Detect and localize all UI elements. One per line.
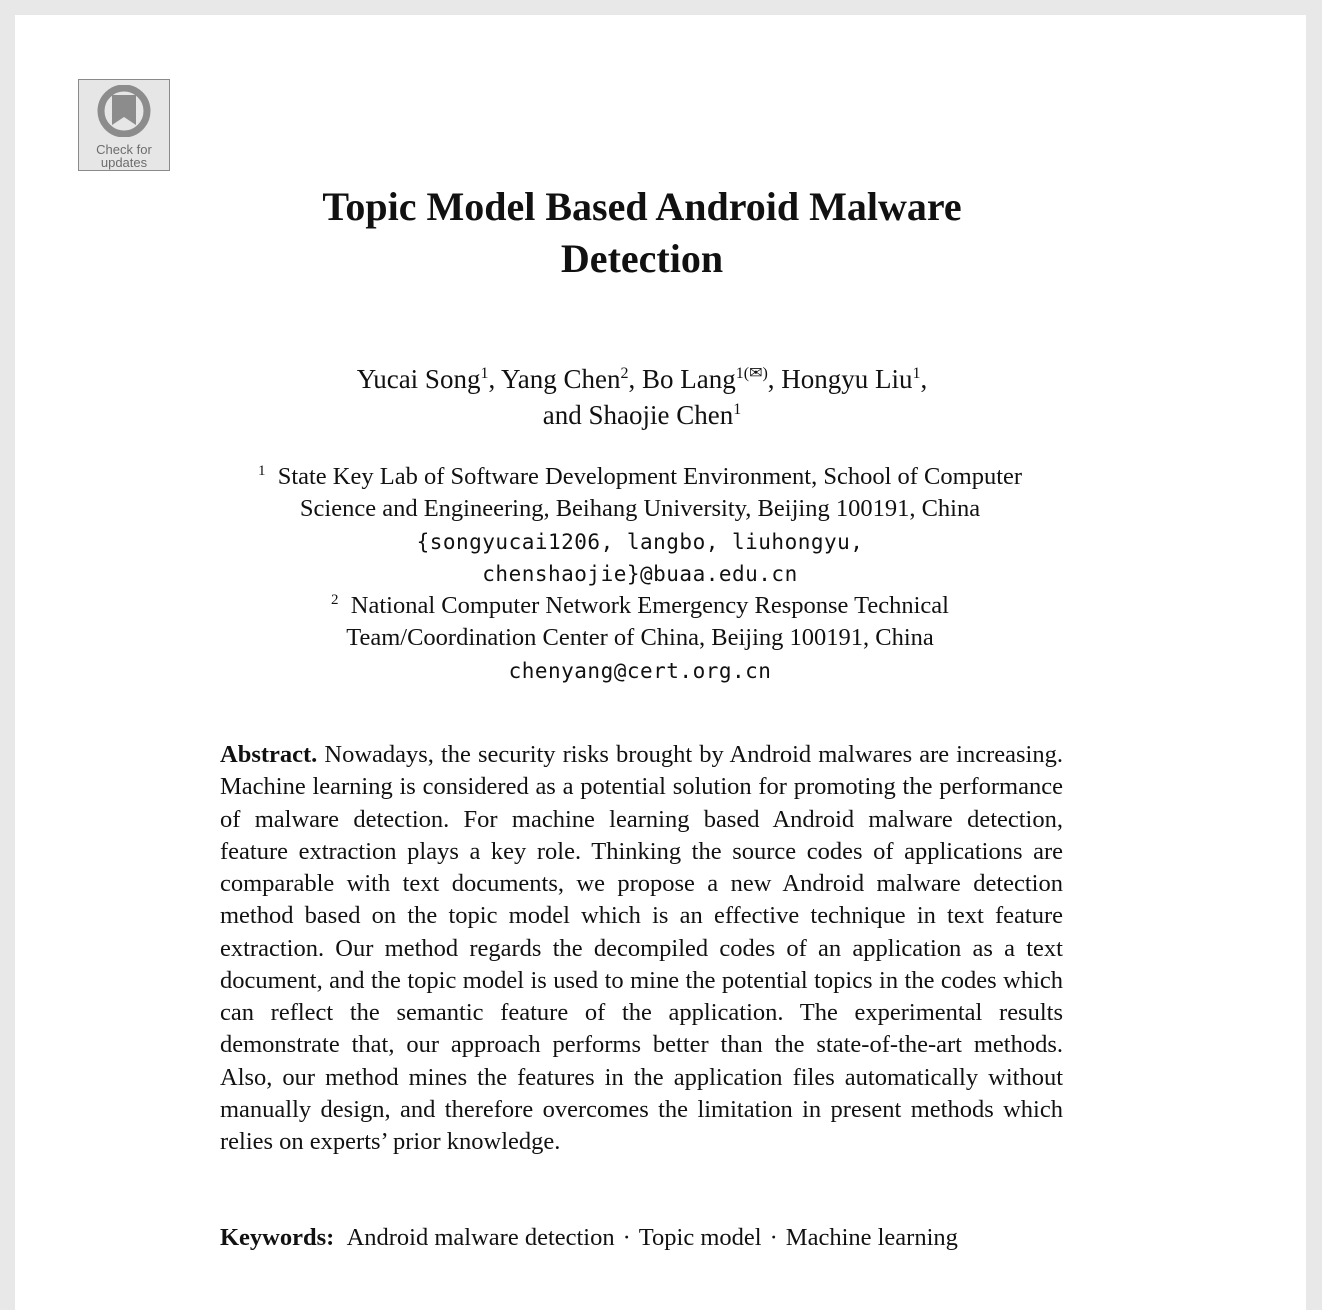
email-address[interactable]: chenshaojie}@buaa.edu.cn — [482, 561, 798, 586]
affiliation-2: $^2$ National Computer Network Emergency Response Technical Team/Coordination Center of China, Beijing 100191, China chenyang@cert.org.cn — [220, 590, 1060, 687]
author-line-2 — [15, 397, 1269, 433]
abstract-label: Abstract. — [220, 741, 318, 768]
author-affil-mark: 1 — [912, 365, 921, 382]
author-list — [15, 361, 1269, 433]
keyword-separator: · — [769, 1224, 778, 1251]
abstract-text: Nowadays, the security risks brought by Android malwares are increasing. Machine learning is considered as a potential solution for promoting the performance of malware detection. For machine learning based Android malware detection, feature extraction plays a key role. Thinking the source codes of applications are comparable with text documents, we propose a new Android malware detection method based on the topic model which is an effective technique in text feature extraction. Our method regards the decompiled codes of an application as a text document, and the topic model is used to mine the potential topics in the codes which can reflect the semantic feature of the application. The experimental results demonstrate that, our approach performs better than the state-of-the-art methods. Also, our method mines the features in the application files automatically without manually design, and therefore overcomes the limitation in present methods which relies on experts’ prior knowledge. — [220, 741, 1063, 1155]
check-for-updates-badge[interactable] — [78, 79, 170, 171]
author-affil-mark: 2 — [620, 365, 629, 382]
author-name: Yucai Song — [356, 364, 481, 394]
keyword: Topic model — [638, 1224, 762, 1251]
corresponding-author-mark: 1(✉) — [735, 365, 768, 382]
paper-page — [15, 15, 1306, 1310]
author-affil-mark: 1 — [733, 401, 742, 418]
abstract — [220, 739, 1063, 1158]
crossmark-icon — [90, 85, 158, 137]
keyword-separator: · — [622, 1224, 631, 1251]
author-name: Yang Chen — [500, 364, 621, 394]
email-address[interactable]: chenyang@cert.org.cn — [508, 658, 772, 683]
author-affil-mark: 1 — [480, 365, 489, 382]
keyword: Android malware detection — [346, 1224, 615, 1251]
author-name: and Shaojie Chen — [542, 400, 734, 430]
affiliation-1: $^1$ State Key Lab of Software Development Environment, School of Computer Science and Engineering, Beihang University, Beijing 100191, China {songyucai1206, langbo, liuhongyu, chenshaojie}@buaa.edu.cn — [220, 461, 1060, 590]
affiliation-number: 2 — [331, 592, 339, 609]
keywords-label: Keywords: — [220, 1224, 335, 1251]
author-line-1: Yucai Song$^1$, Yang Chen$^2$, Bo Lang$^{1(✉)}$, Hongyu Liu$^1$, — [356, 364, 928, 394]
affiliations — [220, 461, 1060, 687]
email-address[interactable]: {songyucai1206, langbo, liuhongyu, — [416, 529, 864, 554]
keywords — [220, 1222, 1063, 1254]
author-name: Bo Lang — [641, 364, 736, 394]
paper-title: Topic Model Based Android Malware Detection — [322, 184, 962, 281]
keyword: Machine learning — [785, 1224, 958, 1251]
author-name: Hongyu Liu — [781, 364, 913, 394]
badge-label: Check for updates — [96, 142, 152, 170]
affiliation-number: 1 — [257, 463, 266, 479]
